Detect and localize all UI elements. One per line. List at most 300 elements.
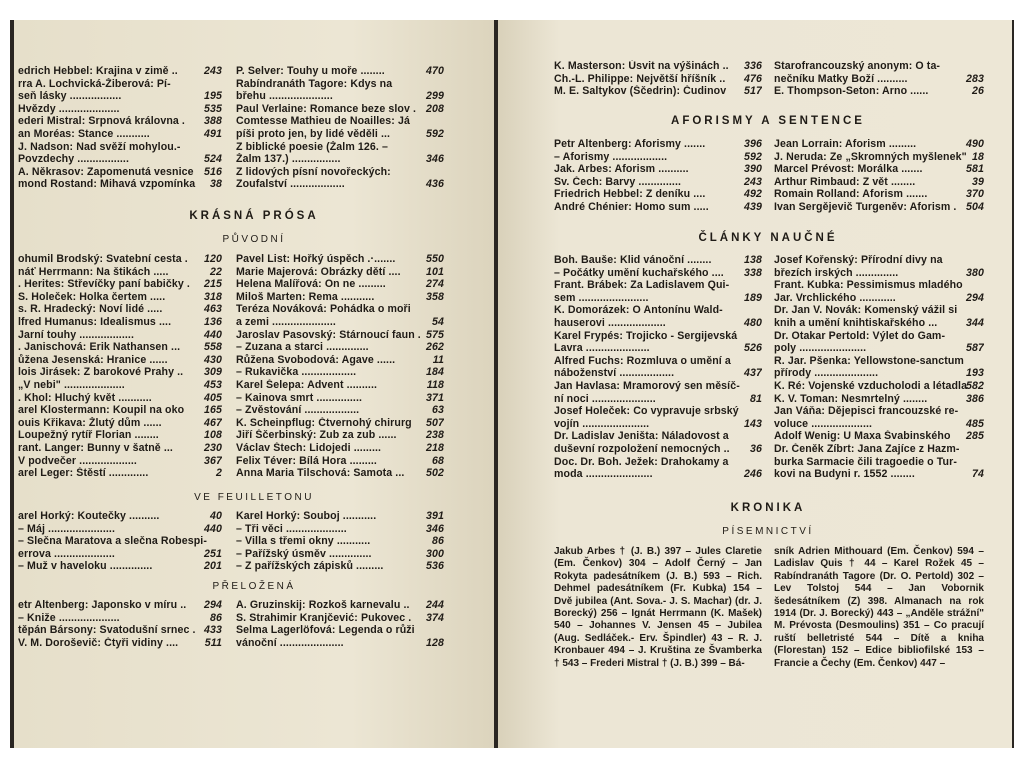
toc-entry-title: Frant. Brábek: Za Ladislavem Qui- [554,279,730,292]
toc-entry-title: ůžena Jesenská: Hranice ...... [18,353,168,366]
toc-entry-page: 63 [432,404,444,417]
toc-entry [554,60,762,73]
toc-entry [774,380,984,393]
toc-entry [236,442,444,455]
toc-entry-page: 476 [744,72,762,85]
left-poetry-column-1 [18,65,222,191]
toc-entry-title: – Z pařížských zápisků ......... [236,560,384,573]
toc-entry-title: břehu ..................... [236,90,333,103]
toc-entry-title: Rabíndranáth Tagore: Kdys na [236,77,393,90]
toc-entry-title: Boh. Bauše: Klid vánoční ........ [554,254,712,266]
toc-entry-title: píši proto jen, by lidé věděli ... [236,127,391,140]
toc-entry [18,103,222,116]
toc-entry [774,405,984,418]
kronika-text-column-2 [774,546,984,670]
toc-entry-title: Anna Maria Tilschová: Samota ... [236,467,405,480]
toc-entry-title: Karel Frypés: Trojicko - Sergijevská [554,329,738,342]
toc-entry-title: Dr. Jan V. Novák: Komenský vážil si [774,304,958,317]
toc-entry-page: 189 [744,291,762,304]
toc-entry-page: 470 [426,65,444,77]
toc-entry-page: 246 [744,468,762,481]
toc-entry [236,153,444,166]
toc-entry-page: 485 [966,417,984,430]
toc-entry [774,430,984,443]
toc-entry [774,456,984,469]
toc-entry [236,379,444,392]
toc-entry [18,291,222,304]
toc-entry [554,201,762,214]
toc-entry-page: 108 [204,429,222,442]
toc-entry [554,330,762,343]
right-clanky-column-2 [774,254,984,481]
toc-entry-title: Josef Holeček: Co vypravuje srbský [554,405,739,418]
toc-entry-title: Dr. Čeněk Zíbrt: Jana Zajíce z Hazm- [774,442,960,455]
toc-entry [18,429,222,442]
toc-entry-title: arel Horký: Koutečky .......... [18,510,160,522]
toc-entry-title: . Janischová: Erik Nathansen ... [18,341,181,354]
toc-entry-page: 243 [204,65,222,77]
toc-entry-title: edrich Hebbel: Krajina v zimě .. [18,65,178,77]
toc-entry [554,418,762,431]
toc-entry-page: 195 [204,90,222,103]
toc-entry-page: 201 [204,560,222,573]
toc-entry [236,599,444,612]
toc-entry-title: ouis Křikava: Žlutý dům ...... [18,416,162,429]
toc-entry-title: K. V. Toman: Nesmrtelný ........ [774,392,928,405]
toc-entry-title: náboženství .................. [554,367,675,380]
toc-entry-page: 68 [432,454,444,467]
toc-entry-title: . Khol: Hluchý květ ........... [18,391,152,404]
toc-entry-page: 294 [966,291,984,304]
toc-entry-page: 238 [426,429,444,442]
toc-entry [18,141,222,154]
toc-entry-page: 507 [426,416,444,429]
toc-entry-page: 370 [966,188,984,201]
toc-entry-title: voluce .................... [774,417,873,430]
toc-entry [236,303,444,316]
toc-entry [554,317,762,330]
toc-entry [18,178,222,191]
toc-entry-title: Ivan Sergějevič Turgeněv: Aforism . [774,200,957,213]
toc-entry [236,455,444,468]
toc-entry [774,468,984,481]
toc-entry [236,253,444,266]
toc-entry [554,73,762,86]
toc-entry-title: knih a umění knihtiskařského ... [774,316,938,329]
toc-entry-page: 118 [426,378,444,391]
toc-entry-title: Doc. Dr. Boh. Ježek: Drahokamy a [554,455,729,468]
toc-entry [774,188,984,201]
toc-entry [554,267,762,280]
toc-entry [774,367,984,380]
toc-entry-page: 575 [426,328,444,341]
toc-entry-page: 40 [210,510,222,522]
toc-entry [236,341,444,354]
toc-entry [18,455,222,468]
toc-entry-title: vánoční ..................... [236,636,344,649]
toc-entry-page: 524 [204,153,222,166]
toc-entry [774,355,984,368]
toc-entry [18,560,222,573]
toc-entry-title: burka Sarmacie čili tragoedie o Tur- [774,455,957,468]
toc-entry [18,404,222,417]
toc-entry-title: Lavra ..................... [554,342,650,355]
toc-entry [236,523,444,536]
kronika-paragraph-1: Jakub Arbes † (J. B.) 397 – Jules Claretie (Em. Čenkov) 304 – Adolf Černý – Jan Rokyta padesátníkem (J. B.) 593 – Rich. Dehmel padesátníkem (Fr. Kubka) 154 – Dvě jubilea (Ant. Sova.- J. S. Machar) (dr. J. Borecký) 256 – Ignát Herrmann (K. Mašek) 540 – Johannes V. Jensen 45 – Jubilea (Aug. Sedláček.- Erv. Špindler) 43 – R. J. Kronbauer 494 – J. Kruština ze Švamberka † 543 – Frederi Mistral † (J. B.) 399 – Bá- [554,546,762,669]
toc-entry-page: 592 [744,150,762,163]
toc-entry-page: 22 [210,265,222,278]
left-puvodni-column-2 [236,253,444,480]
toc-entry-page: 535 [204,102,222,115]
toc-entry-title: a zemi ..................... [236,315,336,328]
toc-entry [236,392,444,405]
left-prelozena-column-2 [236,599,444,649]
toc-entry-title: Jiří Ščerbinský: Zub za zub ...... [236,429,397,442]
toc-entry-page: 526 [744,342,762,355]
toc-entry-title: Zoufalství .................. [236,178,345,191]
toc-entry-title: K. Ré: Vojenské vzducholodi a létadla [774,379,968,392]
subheading-pisemnictvi: PÍSEMNICTVÍ [722,526,814,537]
left-feuilleton-column-2 [236,510,444,573]
toc-entry-title: K. Scheinpflug: Čtvernohý chirurg [236,416,412,429]
section-heading-krasna-prosa: KRÁSNÁ PRÓSA [189,210,319,222]
toc-entry-title: seň lásky ................. [18,90,122,103]
toc-entry-page: 405 [204,391,222,404]
toc-entry-page: 86 [210,611,222,624]
toc-entry-page: 74 [972,468,984,481]
toc-entry-page: 504 [966,200,984,213]
toc-entry-page: 511 [204,636,222,649]
toc-entry-page: 283 [966,72,984,85]
toc-entry [18,278,222,291]
toc-entry-title: Povzdechy ................. [18,153,130,166]
toc-entry [774,201,984,214]
toc-entry-page: 439 [744,200,762,213]
toc-entry-title: Růžena Svobodová: Agave ...... [236,353,396,366]
toc-entry [774,393,984,406]
toc-entry-page: 453 [204,378,222,391]
toc-entry-page: 396 [744,138,762,150]
toc-entry [774,443,984,456]
toc-entry-title: – Počátky umění kuchařského .... [554,266,724,279]
toc-entry [236,366,444,379]
toc-entry-page: 592 [426,127,444,140]
toc-entry-title: Sv. Čech: Barvy .............. [554,175,682,188]
toc-entry-page: 582 [966,379,984,392]
toc-entry [236,166,444,179]
toc-entry [774,292,984,305]
toc-entry-page: 480 [744,316,762,329]
toc-entry-title: S. Strahimir Kranjčević: Pukovec . [236,611,412,624]
toc-entry-title: vojín ...................... [554,417,650,430]
toc-entry-title: náť Herrmann: Na štikách ..... [18,265,169,278]
toc-entry-page: 81 [750,392,762,405]
toc-entry-page: 386 [966,392,984,405]
toc-entry-title: Selma Lagerlöfová: Legenda o růži [236,624,415,637]
toc-entry [774,342,984,355]
toc-entry-page: 299 [426,90,444,103]
toc-entry-page: 581 [966,163,984,176]
toc-entry [236,115,444,128]
toc-entry [774,317,984,330]
toc-entry-page: 143 [744,417,762,430]
toc-entry-title: – Zvěstování .................. [236,404,360,417]
toc-entry [554,279,762,292]
toc-entry-title: sem ....................... [554,291,649,304]
toc-entry-page: 558 [204,341,222,354]
toc-entry [236,178,444,191]
toc-entry [236,548,444,561]
toc-entry [554,430,762,443]
toc-entry-page: 318 [204,290,222,303]
toc-entry-title: rant. Langer: Bunny v šatně ... [18,441,173,454]
toc-entry-title: André Chénier: Homo sum ..... [554,200,709,213]
toc-entry [554,163,762,176]
toc-entry [18,442,222,455]
toc-entry-title: Karel Horký: Souboj ........... [236,510,377,522]
toc-entry [236,90,444,103]
toc-entry-page: 251 [204,547,222,560]
toc-entry-title: – Slečna Maratova a slečna Robespi- [18,535,207,548]
toc-entry-page: 390 [744,163,762,176]
toc-entry-title: nečníku Matky Boží .......... [774,72,908,85]
toc-entry [18,379,222,392]
toc-entry-title: Friedrich Hebbel: Z deníku .... [554,188,706,201]
toc-entry [236,510,444,523]
toc-entry-title: Jar. Vrchlického ............ [774,291,896,304]
section-heading-kronika: KRONIKA [730,502,806,514]
toc-entry [554,367,762,380]
toc-entry-title: V podvečer ................... [18,454,137,467]
toc-entry-title: errova .................... [18,547,115,560]
toc-entry [236,141,444,154]
toc-entry-title: – Aforismy .................. [554,150,668,163]
toc-entry [236,78,444,91]
toc-entry-title: rra A. Lochvická-Žiberová: Pí- [18,77,171,90]
toc-entry [18,115,222,128]
toc-entry-title: Z biblické poesie (Žalm 126. – [236,140,388,153]
toc-entry-page: 193 [966,367,984,380]
toc-entry [18,467,222,480]
toc-entry [18,341,222,354]
toc-entry [236,535,444,548]
toc-entry-title: Arthur Rimbaud: Z vět ........ [774,175,916,188]
left-poetry-column-2 [236,65,444,191]
toc-entry [18,90,222,103]
toc-entry-page: 138 [744,254,762,266]
toc-entry-page: 215 [204,278,222,291]
toc-entry [18,253,222,266]
toc-entry-title: Václav Štech: Lidojedi ......... [236,441,382,454]
left-prelozena-column-1 [18,599,222,649]
toc-entry [18,523,222,536]
toc-entry-title: Teréza Nováková: Pohádka o moři [236,303,411,316]
right-clanky-column-1 [554,254,762,481]
toc-entry-title: poly ...................... [774,342,867,355]
toc-entry [774,267,984,280]
left-page [14,20,494,748]
toc-entry-title: – Tři věci .................... [236,522,347,535]
toc-entry-page: 344 [966,316,984,329]
toc-entry [554,138,762,151]
toc-entry [236,624,444,637]
toc-entry [774,73,984,86]
toc-entry-page: 374 [426,611,444,624]
toc-entry [236,354,444,367]
toc-entry [236,103,444,116]
toc-entry-page: 101 [426,265,444,278]
right-top-column-1 [554,60,762,98]
toc-entry [236,65,444,78]
toc-entry-title: – Kniže .................... [18,611,120,624]
toc-entry [774,254,984,267]
toc-entry [236,278,444,291]
toc-entry-page: 243 [744,175,762,188]
toc-entry-page: 550 [426,253,444,265]
toc-entry-page: 274 [426,278,444,291]
toc-entry [18,624,222,637]
toc-entry [554,304,762,317]
toc-entry [554,443,762,456]
toc-entry-title: Adolf Wenig: U Maxa Švabinského [774,430,951,443]
toc-entry-page: 437 [744,367,762,380]
toc-entry [18,128,222,141]
toc-entry-title: s. R. Hradecký: Noví lidé ..... [18,303,163,316]
toc-entry-title: Loupežný rytíř Florian ........ [18,429,159,442]
toc-entry-page: 262 [426,341,444,354]
toc-entry [554,292,762,305]
toc-entry-page: 230 [204,441,222,454]
toc-entry [236,316,444,329]
toc-entry-page: 467 [204,416,222,429]
toc-entry-page: 128 [426,636,444,649]
left-feuilleton-column-1 [18,510,222,573]
toc-entry [774,279,984,292]
toc-entry-title: přírody ..................... [774,367,879,380]
toc-entry-page: 294 [204,599,222,611]
toc-entry-title: Žalm 137.) ................ [236,153,341,166]
toc-entry-title: hauserovi ................... [554,316,666,329]
toc-entry-title: Dr. Otakar Pertold: Výlet do Gam- [774,329,946,342]
toc-entry-page: 38 [210,178,222,191]
toc-entry [774,304,984,317]
toc-entry-page: 208 [426,102,444,115]
toc-entry-title: Jaroslav Pasovský: Stárnoucí faun . [236,328,421,341]
toc-entry [236,560,444,573]
toc-entry-page: 285 [966,430,984,443]
toc-entry-title: R. Jar. Pšenka: Yellowstone-sanctum [774,354,964,367]
toc-entry-title: – Zuzana a starci .............. [236,341,369,354]
toc-entry-page: 18 [972,150,984,163]
toc-entry-title: mond Rostand: Mihavá vzpomínka [18,178,196,191]
toc-entry-title: Z lidových písní novořeckých: [236,165,391,178]
toc-entry-page: 463 [204,303,222,316]
toc-entry-title: arel Leger: Štěstí ............. [18,467,149,480]
toc-entry-title: an Moréas: Stance ........... [18,127,150,140]
toc-entry-title: Comtesse Mathieu de Noailles: Já [236,115,410,128]
toc-entry-page: 39 [972,175,984,188]
toc-entry-title: M. E. Saltykov (Ščedrin): Čudinov [554,85,727,98]
toc-entry-page: 380 [966,266,984,279]
toc-entry-title: ní noci ..................... [554,392,656,405]
toc-entry [554,188,762,201]
toc-entry-page: 440 [204,328,222,341]
toc-entry [18,78,222,91]
toc-entry-title: K. Masterson: Úsvit na výšinách .. [554,60,729,72]
toc-entry-page: 86 [432,535,444,548]
toc-entry-page: 165 [204,404,222,417]
toc-entry [18,366,222,379]
toc-entry-title: – Muž v haveloku .............. [18,560,153,573]
toc-entry-page: 136 [204,315,222,328]
toc-entry-title: Petr Altenberg: Aforismy ....... [554,138,706,150]
toc-entry-page: 430 [204,353,222,366]
section-heading-clanky-naucne: ČLÁNKY NAUČNÉ [698,232,838,244]
toc-entry [774,176,984,189]
toc-entry-page: 492 [744,188,762,201]
toc-entry [18,354,222,367]
toc-entry-page: 54 [432,315,444,328]
toc-entry [774,151,984,164]
toc-entry [774,418,984,431]
toc-entry-page: 346 [426,153,444,166]
toc-entry [18,316,222,329]
toc-entry [554,151,762,164]
toc-entry [236,467,444,480]
toc-entry-title: Frant. Kubka: Pessimismus mladého [774,279,963,292]
toc-entry-title: Karel Šelepa: Advent .......... [236,378,378,391]
toc-entry [18,65,222,78]
toc-entry-page: 120 [204,253,222,265]
toc-entry-title: Romain Rolland: Aforism ....... [774,188,928,201]
toc-entry-title: K. Domorázek: O Antonínu Wald- [554,304,723,317]
toc-entry-page: 244 [426,599,444,611]
toc-entry-page: 517 [744,85,762,98]
toc-entry-title: Hvězdy .................... [18,102,120,115]
toc-entry-title: Jan Váňa: Dějepisci francouzské re- [774,405,959,418]
toc-entry-title: Marie Majerová: Obrázky dětí .... [236,265,401,278]
toc-entry-title: lois Jirásek: Z barokové Prahy .. [18,366,184,379]
toc-entry-page: 516 [204,165,222,178]
toc-entry [554,380,762,393]
toc-entry [236,266,444,279]
toc-entry-page: 367 [204,454,222,467]
toc-entry-title: Jak. Arbes: Aforism .......... [554,163,689,176]
toc-entry-page: 336 [744,60,762,72]
toc-entry-title: Pavel List: Hořký úspěch .·....... [236,253,396,265]
toc-entry-title: Felix Téver: Bílá Hora ......... [236,454,377,467]
toc-entry [774,60,984,73]
kronika-paragraph-2: sník Adrien Mithouard (Em. Čenkov) 594 – Ladislav Quis † 44 – Karel Rožek 45 – Rabíndranáth Tagore (Dr. O. Pertold) 302 – Lev Tolstoj 544 – Jan Vobornik šedesátníkem (Z) 398. Almanach na rok 1914 (Dr. J. Borecký) 443 – „Anděle strážní" M. Prévosta (Desmoulins) 351 – Co pracují ruští belletristé 544 – Dítě a kniha (Florestan) 152 – Edice bibliofilské 153 – Francie a Čechy (Em. Čenkov) 447 – [774,546,984,669]
subheading-puvodni: PŮVODNÍ [222,234,286,245]
toc-entry-title: duševní rozpoložení nemocných .. [554,442,730,455]
toc-entry-page: 502 [426,467,444,480]
toc-entry-title: březích irských .............. [774,266,899,279]
toc-entry [18,392,222,405]
toc-entry-title: etr Altenberg: Japonsko v míru .. [18,599,187,611]
toc-entry-title: S. Holeček: Holka čertem ..... [18,290,166,303]
toc-entry [18,535,222,548]
toc-entry-page: 11 [432,353,444,366]
toc-entry [18,266,222,279]
toc-entry [18,510,222,523]
toc-entry-page: 2 [216,467,222,480]
toc-entry-title: Miloš Marten: Rema ........... [236,290,375,303]
toc-entry-title: Jarní touhy .................. [18,328,135,341]
toc-entry [554,405,762,418]
toc-entry-title: J. Neruda: Ze „Skromných myšlenek" [774,150,967,163]
toc-entry [18,599,222,612]
